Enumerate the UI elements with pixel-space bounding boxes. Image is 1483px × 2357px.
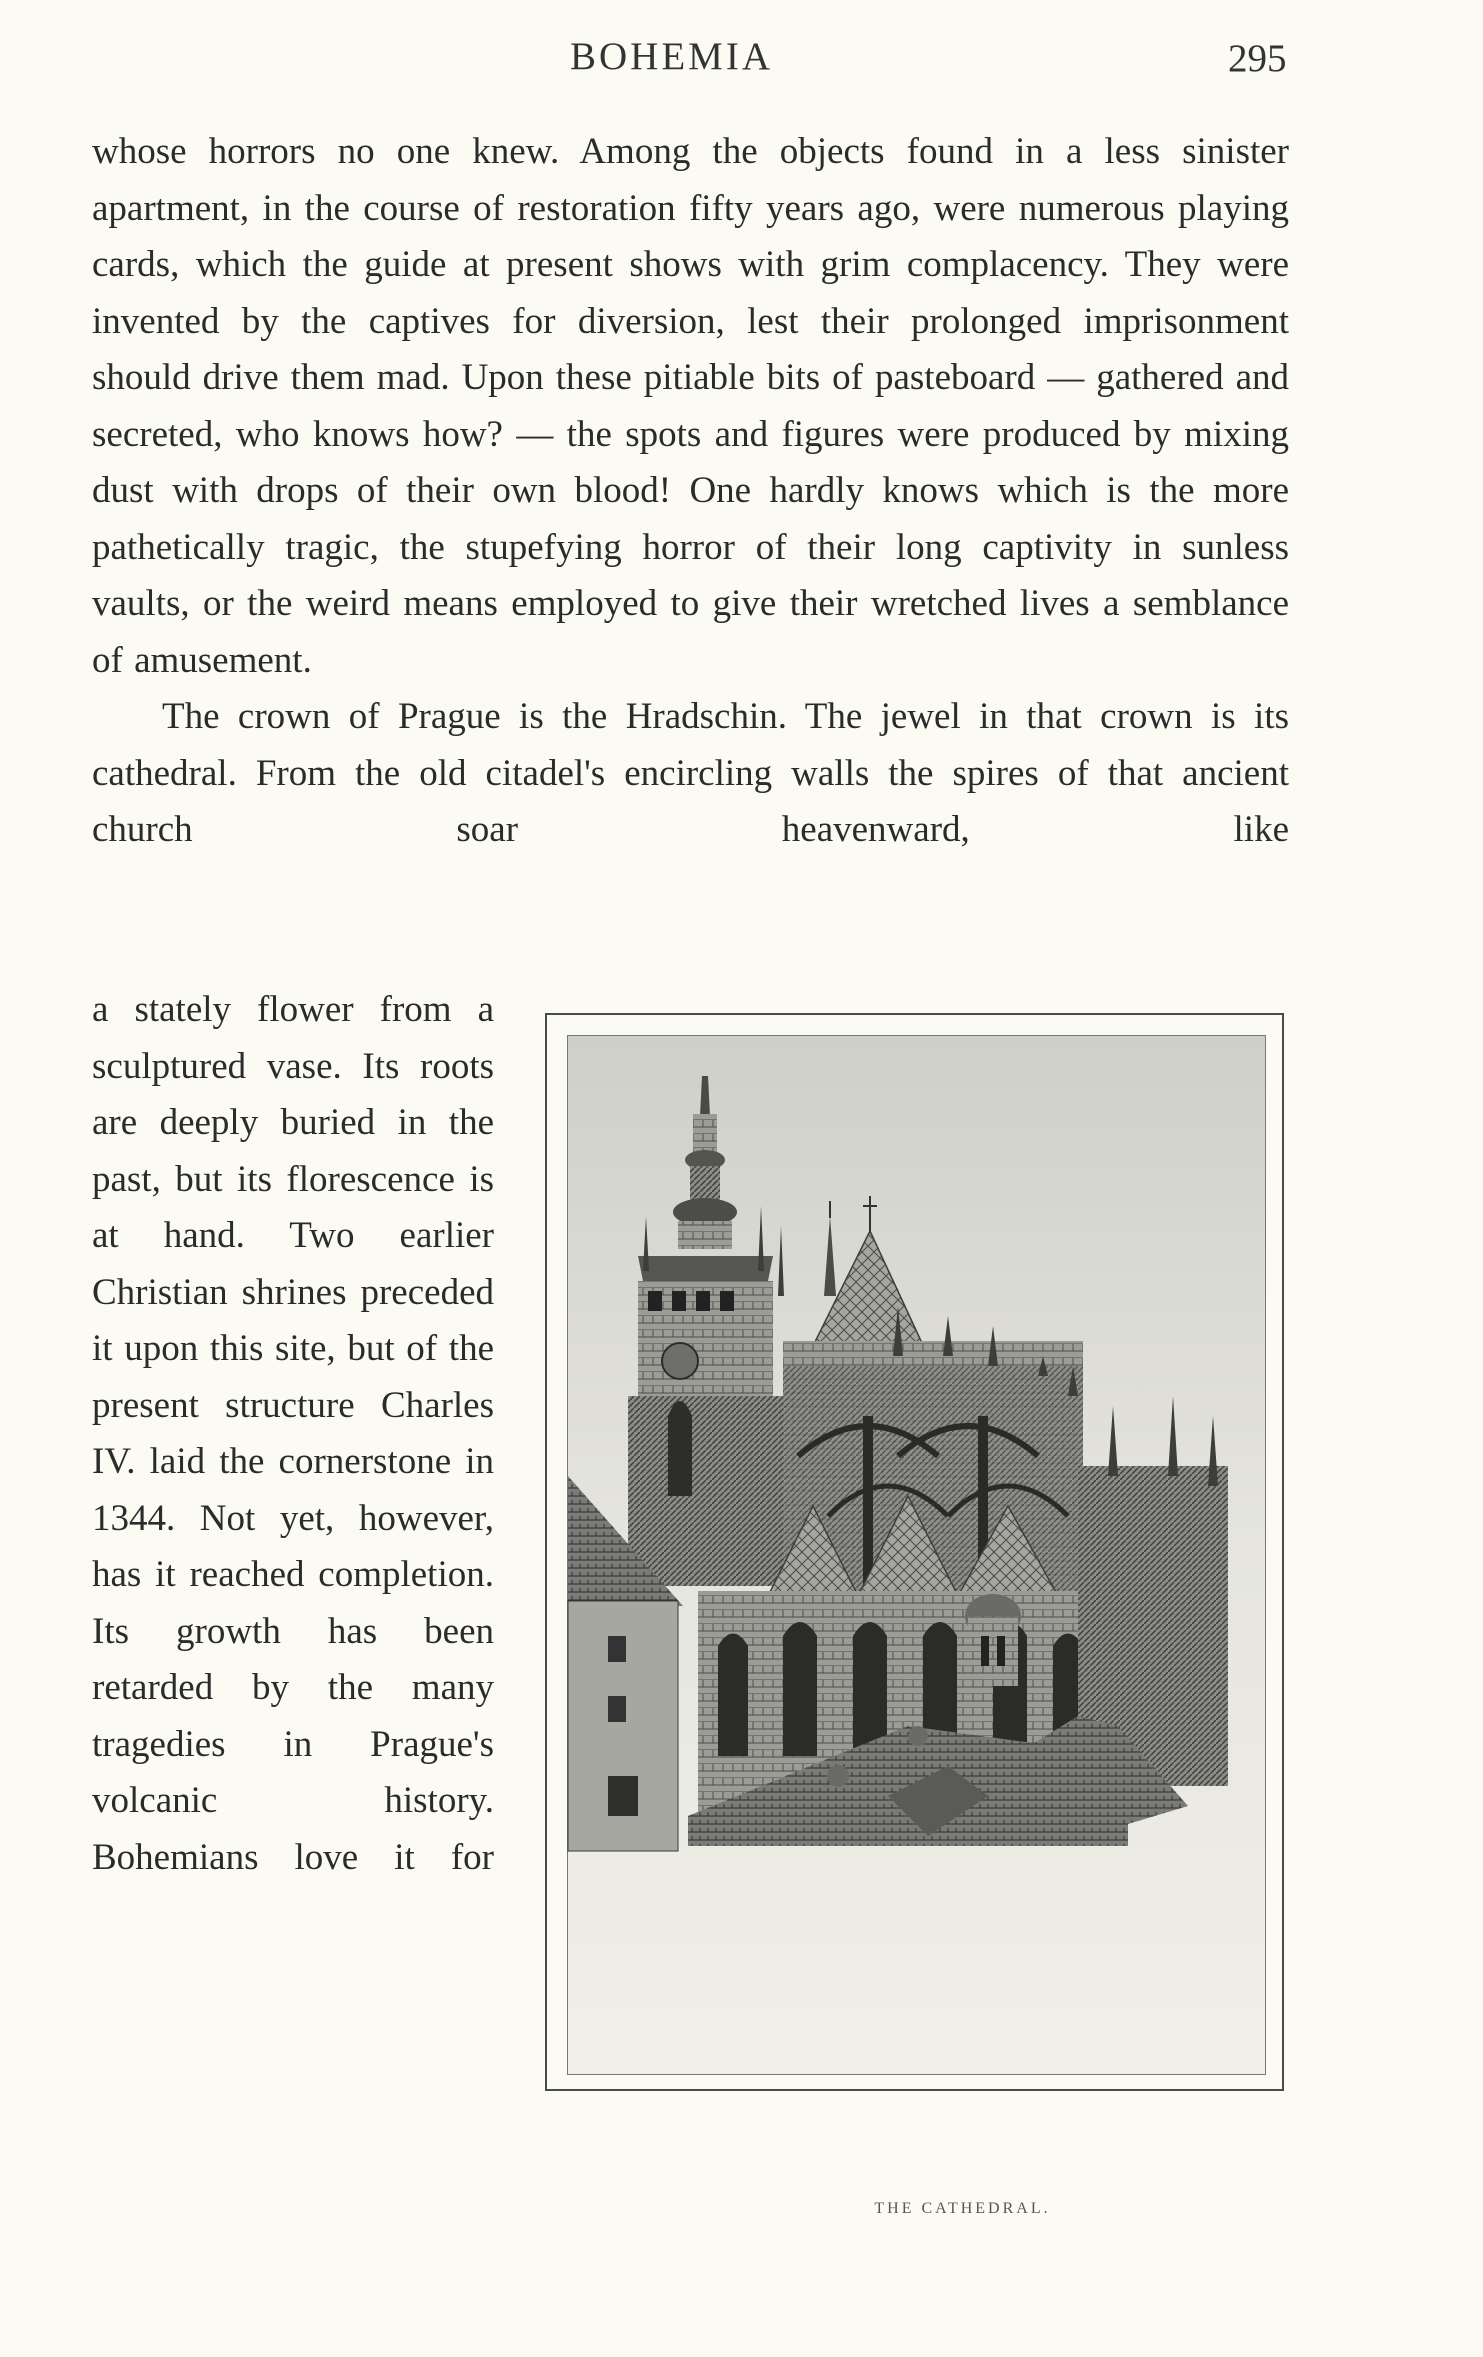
caption-text: THE CATHEDRAL. bbox=[874, 2200, 1051, 2217]
paragraph-2-side-column: a stately flower from a sculptured vase. Its roots are deeply buried in the past, but its florescence is at hand. Two earlier Christian shrines preceded it upon this site, but of the present structure Charles IV. laid the cornerstone in 1344. Not yet, however, has it reached completion. Its growth has been retarded by the many tragedies in Prague's volcanic history. Bohemians love it for bbox=[92, 989, 494, 1878]
page-header bbox=[0, 34, 1483, 94]
cathedral-plate bbox=[545, 1013, 1284, 2091]
page-number: 295 bbox=[1228, 37, 1287, 80]
cathedral-engraving bbox=[568, 1036, 1265, 2074]
paragraph-1: whose horrors no one knew. Among the objects found in a less sinister apartment, in the course of restoration fifty years ago, were numerous playing cards, which the guide at present shows with grim complacency. They were invented by the captives for diversion, lest their prolonged imprisonment should drive them mad. Upon these pitiable bits of pasteboard — gathered and secreted, who knows how? — the spots and figures were produced by mixing dust with drops of their own blood! One hardly knows which is the more pathetically tragic, the stupefying horror of their long captivity in sunless vaults, or the weird means employed to give their wretched lives a semblance of amusement. bbox=[92, 131, 1289, 681]
figure-caption bbox=[0, 2200, 1483, 2218]
paragraph-2-opening: The crown of Prague is the Hradschin. The jewel in that crown is its cathedral. From the old citadel's encircling walls the spires of that ancient church soar heavenward, like bbox=[92, 696, 1289, 850]
body-text bbox=[92, 124, 1289, 859]
running-title: BOHEMIA bbox=[570, 35, 773, 78]
cathedral-illustration bbox=[567, 1035, 1266, 2075]
